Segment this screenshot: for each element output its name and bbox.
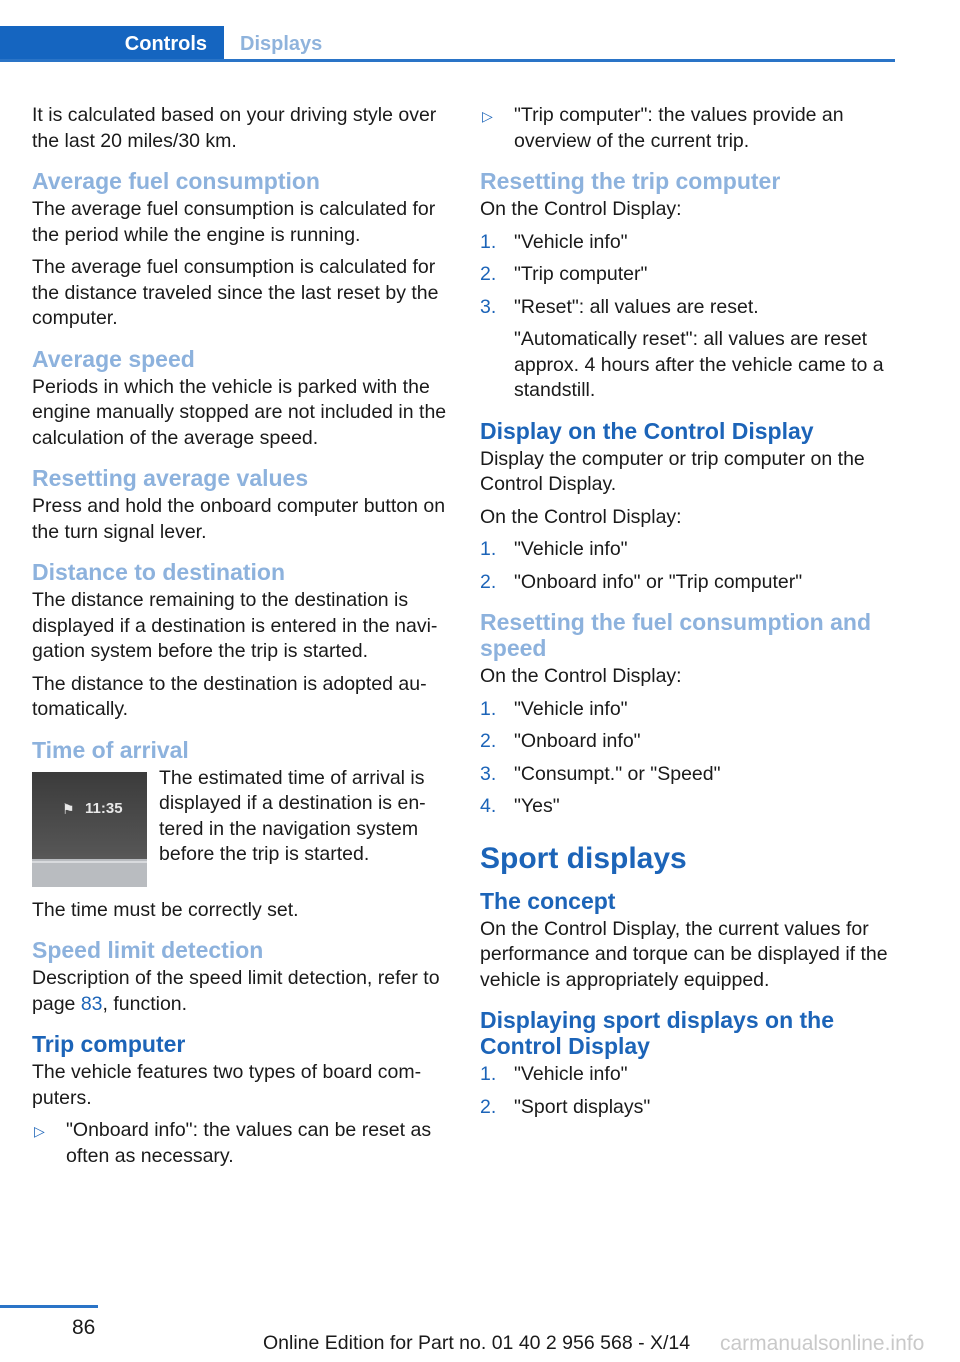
page-number: 86 (72, 1316, 96, 1339)
list-item (480, 1095, 895, 1121)
list-item-text: "Vehicle info" (514, 230, 628, 253)
list-number: 1. (480, 697, 497, 720)
bullet-list (32, 1118, 450, 1169)
list-item-text: "Vehicle info" (514, 1063, 628, 1085)
list-item (480, 262, 895, 288)
numbered-list (480, 230, 895, 404)
heading-trip-computer: Trip computer (32, 1031, 186, 1057)
heading-average-fuel-consumption: Average fuel consumption (32, 168, 320, 194)
left-column (32, 103, 450, 1177)
list-item (480, 230, 895, 256)
list-number: 2. (480, 570, 497, 593)
paragraph: The distance remaining to the destination is displayed if a destination is entered in the navi‐gation system before the trip is started. (32, 589, 438, 662)
tab-displays[interactable]: Displays (240, 32, 323, 55)
list-number: 2. (480, 730, 497, 752)
list-item-text: "Onboard info": the values can be reset as often as necessary. (66, 1119, 432, 1167)
page-header (0, 0, 895, 62)
paragraph: On the Control Display: (480, 665, 682, 687)
list-item-subtext: "Automatically reset": all values are reset approx. 4 hours after the vehicle came to a standstill. (514, 328, 884, 401)
list-number: 2. (480, 263, 497, 285)
heading-time-of-arrival: Time of arrival (32, 736, 189, 763)
list-item-text: "Vehicle info" (514, 538, 628, 560)
list-number: 3. (480, 762, 497, 785)
paragraph: Press and hold the onboard computer button on the turn signal lever. (32, 495, 446, 543)
list-item (480, 103, 895, 154)
list-item-text: "Consumpt." or "Speed" (514, 762, 721, 785)
list-number: 1. (480, 230, 497, 253)
list-item-text: "Onboard info" (514, 730, 641, 752)
page-link-83[interactable]: 83 (80, 992, 103, 1015)
paragraph: The average fuel consumption is calculated for the period while the engine is running. (32, 198, 436, 246)
list-item (480, 697, 895, 723)
paragraph: The vehicle features two types of board com‐puters. (32, 1061, 422, 1109)
paragraph: On the Control Display: (480, 505, 682, 528)
list-item-text: "Sport displays" (514, 1095, 651, 1118)
list-number: 4. (480, 795, 497, 817)
list-item (480, 729, 895, 755)
numbered-list (480, 1062, 895, 1120)
numbered-list (480, 697, 895, 820)
header-rule (0, 59, 895, 62)
paragraph: On the Control Display: (480, 198, 682, 220)
paragraph: On the Control Display, the current values for performance and torque can be displayed if the vehicle is appropriately equipped. (480, 917, 888, 991)
intro-paragraph: It is calculated based on your driving style over the last 20 miles/30 km. (32, 104, 437, 152)
list-item (32, 1118, 450, 1169)
footer-rule (0, 1305, 98, 1308)
heading-resetting-average-values: Resetting average values (32, 465, 309, 491)
list-item (480, 762, 895, 788)
text: , function. (102, 992, 188, 1015)
heading-speed-limit-detection: Speed limit detection (32, 937, 264, 963)
list-item-text: "Vehicle info" (514, 697, 628, 720)
triangle-bullet-icon: ▷ (482, 108, 493, 124)
numbered-list (480, 537, 895, 595)
paragraph (32, 966, 450, 1017)
list-item-text: "Yes" (514, 795, 560, 817)
list-item-text: "Trip computer" (514, 263, 648, 285)
edition-note: Online Edition for Part no. 01 40 2 956 568 - X/14 (263, 1332, 691, 1354)
list-item (480, 295, 895, 404)
destination-flag-icon: ⚑ (62, 800, 75, 817)
arrival-time-readout: 11:35 (85, 799, 123, 817)
list-item (480, 537, 895, 563)
paragraph: Display the computer or trip computer on the Control Display. (480, 447, 865, 495)
paragraph: The estimated time of arrival is displayed if a destination is en‐tered in the navigation system before the trip is started. (159, 766, 426, 865)
tab-controls[interactable]: Controls (0, 26, 224, 62)
list-number: 2. (480, 1095, 497, 1118)
list-item (480, 794, 895, 820)
watermark: carmanualsonline.info (720, 1332, 925, 1355)
heading-the-concept: The concept (480, 887, 616, 914)
heading-resetting-trip-computer: Resetting the trip computer (480, 168, 781, 194)
heading-resetting-fuel-consumption-speed: Resetting the fuel consumption and speed (480, 609, 872, 661)
heading-sport-displays: Sport displays (480, 841, 687, 875)
list-number: 3. (480, 295, 497, 318)
paragraph: The time must be correctly set. (32, 898, 299, 921)
right-column (480, 103, 895, 1128)
heading-display-on-control-display: Display on the Control Display (480, 417, 814, 444)
list-item (480, 1062, 895, 1088)
list-item (480, 570, 895, 596)
list-item-text: "Reset": all values are reset. (514, 295, 759, 318)
heading-average-speed: Average speed (32, 345, 195, 372)
heading-displaying-sport-displays: Displaying sport displays on the Control Display (480, 1007, 835, 1059)
display-strip (32, 859, 147, 887)
heading-distance-to-destination: Distance to destination (32, 559, 286, 585)
paragraph: Periods in which the vehicle is parked with the engine manually stopped are not included in the calculation of the average speed. (32, 375, 447, 449)
arrival-time-display-image (32, 772, 147, 887)
list-item-text: "Trip computer": the values provide an overview of the current trip. (514, 104, 844, 152)
list-item-text: "Onboard info" or "Trip computer" (514, 570, 803, 593)
triangle-bullet-icon: ▷ (34, 1123, 45, 1139)
list-number: 1. (480, 538, 497, 560)
text: Description of the speed limit detection, refer to page (32, 967, 440, 1015)
list-number: 1. (480, 1063, 497, 1085)
arrival-block (32, 766, 450, 884)
bullet-list (480, 103, 895, 154)
arrival-text (159, 766, 450, 868)
paragraph: The average fuel consumption is calculated for the distance traveled since the last reset by the computer. (32, 256, 439, 329)
paragraph: The distance to the destination is adopted au‐tomatically. (32, 672, 427, 720)
